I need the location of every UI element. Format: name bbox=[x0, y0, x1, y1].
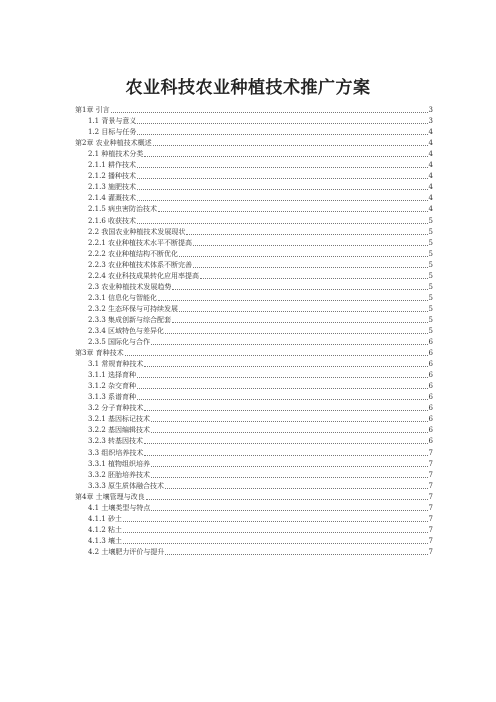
toc-entry-label: 2.3.3 集成创新与综合配套 bbox=[88, 315, 172, 324]
toc-entry-label: 第3章 育种技术 bbox=[75, 349, 124, 358]
toc-dot-leader bbox=[137, 388, 427, 389]
toc-entry-label: 3.3.2 胚胎培养技术 bbox=[88, 470, 151, 479]
toc-chapter-entry[interactable] bbox=[75, 137, 433, 148]
toc-page-number: 5 bbox=[428, 227, 433, 236]
toc-dot-leader bbox=[179, 311, 427, 312]
toc-chapter-entry[interactable] bbox=[75, 491, 433, 502]
toc-page-number: 6 bbox=[428, 382, 433, 391]
toc-section-entry[interactable] bbox=[75, 435, 433, 446]
toc-dot-leader bbox=[158, 300, 427, 301]
toc-entry-label: 3.1 常规育种技术 bbox=[88, 360, 144, 369]
toc-page-number: 6 bbox=[428, 338, 433, 347]
toc-dot-leader bbox=[193, 245, 427, 246]
toc-entry-label: 2.1.2 播种技术 bbox=[88, 172, 137, 181]
toc-entry-label: 4.1.2 粘土 bbox=[88, 525, 123, 534]
toc-dot-leader bbox=[165, 488, 427, 489]
toc-entry-label: 2.1.3 施肥技术 bbox=[88, 183, 137, 192]
toc-section-entry[interactable] bbox=[75, 413, 433, 424]
toc-entry-label: 2.1.1 耕作技术 bbox=[88, 161, 137, 170]
toc-page-number: 3 bbox=[428, 117, 433, 126]
toc-page-number: 4 bbox=[428, 128, 433, 137]
toc-section-entry[interactable] bbox=[75, 458, 433, 469]
toc-dot-leader bbox=[151, 477, 427, 478]
toc-section-entry[interactable] bbox=[75, 535, 433, 546]
toc-entry-label: 2.3.2 生态环保与可持续发展 bbox=[88, 304, 179, 313]
toc-entry-label: 3.2 分子育种技术 bbox=[88, 404, 144, 413]
toc-section-entry[interactable] bbox=[75, 248, 433, 259]
toc-dot-leader bbox=[144, 156, 427, 157]
toc-dot-leader bbox=[137, 189, 427, 190]
toc-section-entry[interactable] bbox=[75, 259, 433, 270]
toc-page-number: 6 bbox=[428, 393, 433, 402]
toc-page-number: 5 bbox=[428, 238, 433, 247]
toc-section-entry[interactable] bbox=[75, 524, 433, 535]
toc-section-entry[interactable] bbox=[75, 380, 433, 391]
toc-dot-leader bbox=[137, 223, 427, 224]
toc-dot-leader bbox=[151, 344, 427, 345]
toc-chapter-entry[interactable] bbox=[75, 347, 433, 358]
toc-section-entry[interactable] bbox=[75, 402, 433, 413]
toc-page-number: 5 bbox=[428, 293, 433, 302]
toc-entry-label: 3.3.1 植物组织培养 bbox=[88, 459, 151, 468]
toc-dot-leader bbox=[137, 399, 427, 400]
toc-dot-leader bbox=[137, 123, 427, 124]
toc-dot-leader bbox=[172, 289, 427, 290]
toc-section-entry[interactable] bbox=[75, 292, 433, 303]
toc-page-number: 7 bbox=[428, 492, 433, 501]
toc-section-entry[interactable] bbox=[75, 303, 433, 314]
toc-dot-leader bbox=[125, 355, 428, 356]
toc-entry-label: 2.2.3 农业种植技术体系不断完善 bbox=[88, 260, 193, 269]
toc-section-entry[interactable] bbox=[75, 546, 433, 557]
toc-page-number: 6 bbox=[428, 437, 433, 446]
toc-page-number: 5 bbox=[428, 249, 433, 258]
toc-entry-label: 3.1.1 选择育种 bbox=[88, 371, 137, 380]
toc-page-number: 6 bbox=[428, 349, 433, 358]
toc-section-entry[interactable] bbox=[75, 480, 433, 491]
toc-section-entry[interactable] bbox=[75, 270, 433, 281]
toc-entry-label: 2.3.1 信息化与智能化 bbox=[88, 293, 158, 302]
toc-section-entry[interactable] bbox=[75, 513, 433, 524]
toc-entry-label: 2.2 我国农业种植技术发展现状 bbox=[88, 227, 186, 236]
toc-page-number: 4 bbox=[428, 194, 433, 203]
toc-section-entry[interactable] bbox=[75, 126, 433, 137]
toc-entry-label: 2.1 种植技术分类 bbox=[88, 150, 144, 159]
toc-section-entry[interactable] bbox=[75, 446, 433, 457]
toc-dot-leader bbox=[144, 366, 427, 367]
toc-page-number: 7 bbox=[428, 470, 433, 479]
toc-dot-leader bbox=[151, 432, 427, 433]
toc-page-number: 7 bbox=[428, 547, 433, 556]
toc-entry-label: 1.1 背景与意义 bbox=[88, 117, 137, 126]
toc-entry-label: 第2章 农业种植技术概述 bbox=[75, 139, 152, 148]
toc-page-number: 6 bbox=[428, 404, 433, 413]
toc-dot-leader bbox=[137, 134, 427, 135]
toc-section-entry[interactable] bbox=[75, 325, 433, 336]
toc-dot-leader bbox=[137, 377, 427, 378]
toc-page-number: 5 bbox=[428, 304, 433, 313]
toc-entry-label: 3.2.1 基因标记技术 bbox=[88, 415, 151, 424]
toc-dot-leader bbox=[179, 256, 427, 257]
toc-page-number: 4 bbox=[428, 150, 433, 159]
toc-dot-leader bbox=[151, 421, 427, 422]
toc-page-number: 7 bbox=[428, 514, 433, 523]
toc-dot-leader bbox=[153, 145, 428, 146]
toc-chapter-entry[interactable] bbox=[75, 104, 433, 115]
toc-entry-label: 3.2.3 转基因技术 bbox=[88, 437, 144, 446]
toc-page-number: 5 bbox=[428, 282, 433, 291]
toc-entry-label: 第4章 土壤管理与改良 bbox=[75, 492, 145, 501]
toc-dot-leader bbox=[165, 554, 427, 555]
toc-page-number: 7 bbox=[428, 503, 433, 512]
toc-entry-label: 2.3.5 国际化与合作 bbox=[88, 338, 151, 347]
toc-entry-label: 4.1 土壤类型与特点 bbox=[88, 503, 151, 512]
toc-entry-label: 3.1.2 杂交育种 bbox=[88, 382, 137, 391]
toc-section-entry[interactable] bbox=[75, 336, 433, 347]
toc-dot-leader bbox=[172, 322, 427, 323]
toc-dot-leader bbox=[186, 234, 427, 235]
toc-entry-label: 2.2.4 农业科技成果转化应用率提高 bbox=[88, 271, 200, 280]
toc-page-number: 4 bbox=[428, 205, 433, 214]
toc-entry-label: 1.2 目标与任务 bbox=[88, 128, 137, 137]
toc-section-entry[interactable] bbox=[75, 358, 433, 369]
toc-dot-leader bbox=[137, 200, 427, 201]
toc-section-entry[interactable] bbox=[75, 203, 433, 214]
toc-page-number: 5 bbox=[428, 260, 433, 269]
table-of-contents bbox=[75, 104, 433, 557]
toc-section-entry[interactable] bbox=[75, 281, 433, 292]
toc-page-number: 6 bbox=[428, 426, 433, 435]
toc-page-number: 7 bbox=[428, 448, 433, 457]
toc-dot-leader bbox=[123, 521, 427, 522]
toc-page-number: 5 bbox=[428, 315, 433, 324]
toc-section-entry[interactable] bbox=[75, 214, 433, 225]
toc-entry-label: 4.2 土壤肥力评价与提升 bbox=[88, 547, 165, 556]
toc-dot-leader bbox=[137, 178, 427, 179]
toc-section-entry[interactable] bbox=[75, 192, 433, 203]
toc-page-number: 7 bbox=[428, 481, 433, 490]
toc-dot-leader bbox=[151, 466, 427, 467]
toc-dot-leader bbox=[200, 278, 427, 279]
toc-section-entry[interactable] bbox=[75, 314, 433, 325]
toc-page-number: 6 bbox=[428, 371, 433, 380]
toc-page-number: 7 bbox=[428, 459, 433, 468]
toc-section-entry[interactable] bbox=[75, 115, 433, 126]
toc-dot-leader bbox=[193, 267, 427, 268]
toc-page-number: 3 bbox=[428, 106, 433, 115]
toc-entry-label: 2.2.1 农业种植技术水平不断提高 bbox=[88, 238, 193, 247]
toc-section-entry[interactable] bbox=[75, 148, 433, 159]
toc-dot-leader bbox=[144, 455, 427, 456]
toc-section-entry[interactable] bbox=[75, 237, 433, 248]
toc-page-number: 5 bbox=[428, 271, 433, 280]
toc-entry-label: 2.1.6 收获技术 bbox=[88, 216, 137, 225]
toc-section-entry[interactable] bbox=[75, 170, 433, 181]
toc-section-entry[interactable] bbox=[75, 159, 433, 170]
toc-entry-label: 2.3.4 区域特色与差异化 bbox=[88, 326, 165, 335]
page-title: 农业科技农业种植技术推广方案 bbox=[125, 78, 371, 98]
toc-entry-label: 2.1.5 病虫害防治技术 bbox=[88, 205, 158, 214]
toc-page-number: 6 bbox=[428, 415, 433, 424]
toc-section-entry[interactable] bbox=[75, 424, 433, 435]
toc-entry-label: 3.3 组织培养技术 bbox=[88, 448, 144, 457]
toc-entry-label: 3.3.3 原生质体融合技术 bbox=[88, 481, 165, 490]
toc-dot-leader bbox=[111, 112, 428, 113]
toc-entry-label: 3.2.2 基因编辑技术 bbox=[88, 426, 151, 435]
toc-dot-leader bbox=[144, 443, 427, 444]
toc-entry-label: 2.2.2 农业种植结构不断优化 bbox=[88, 249, 179, 258]
toc-entry-label: 3.1.3 系谱育种 bbox=[88, 393, 137, 402]
toc-page-number: 4 bbox=[428, 139, 433, 148]
toc-section-entry[interactable] bbox=[75, 502, 433, 513]
toc-dot-leader bbox=[158, 211, 427, 212]
toc-page-number: 4 bbox=[428, 161, 433, 170]
toc-section-entry[interactable] bbox=[75, 226, 433, 237]
toc-dot-leader bbox=[137, 167, 427, 168]
toc-dot-leader bbox=[123, 532, 427, 533]
toc-dot-leader bbox=[165, 333, 427, 334]
toc-entry-label: 2.3 农业种植技术发展趋势 bbox=[88, 282, 172, 291]
toc-section-entry[interactable] bbox=[75, 469, 433, 480]
toc-section-entry[interactable] bbox=[75, 369, 433, 380]
toc-dot-leader bbox=[144, 410, 427, 411]
toc-entry-label: 第1章 引言 bbox=[75, 106, 110, 115]
toc-page-number: 7 bbox=[428, 525, 433, 534]
toc-page-number: 4 bbox=[428, 172, 433, 181]
toc-dot-leader bbox=[151, 510, 427, 511]
toc-dot-leader bbox=[123, 543, 427, 544]
toc-section-entry[interactable] bbox=[75, 391, 433, 402]
toc-page-number: 6 bbox=[428, 360, 433, 369]
toc-entry-label: 2.1.4 灌溉技术 bbox=[88, 194, 137, 203]
toc-entry-label: 4.1.1 砂土 bbox=[88, 514, 123, 523]
toc-dot-leader bbox=[146, 499, 428, 500]
toc-page-number: 4 bbox=[428, 183, 433, 192]
toc-page-number: 5 bbox=[428, 216, 433, 225]
toc-entry-label: 4.1.3 壤土 bbox=[88, 536, 123, 545]
toc-page-number: 7 bbox=[428, 536, 433, 545]
toc-section-entry[interactable] bbox=[75, 181, 433, 192]
toc-page-number: 5 bbox=[428, 326, 433, 335]
